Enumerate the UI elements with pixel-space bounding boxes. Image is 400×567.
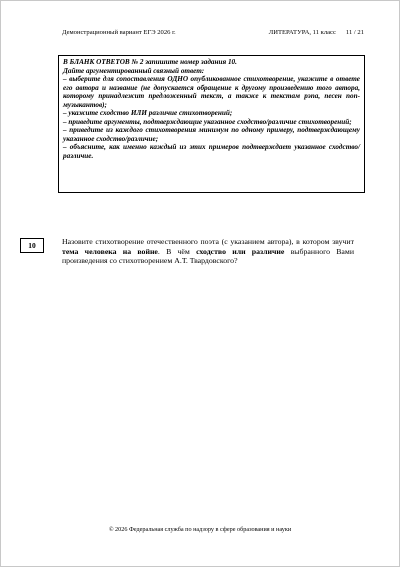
instruction-line: Дайте аргументированный связный ответ: xyxy=(63,66,205,75)
task-text-part: Назовите стихотворение отечественного поэта (с указанием автора), в котором звучит xyxy=(62,237,354,246)
header-exam-title: Демонстрационный вариант ЕГЭ 2026 г. xyxy=(62,29,176,36)
header-subject: ЛИТЕРАТУРА, 11 класс xyxy=(268,29,336,36)
task-number-box: 10 xyxy=(20,238,44,253)
page-footer: © 2026 Федеральная служба по надзору в сфере образования и науки xyxy=(108,526,292,533)
task-question xyxy=(62,237,354,266)
instruction-line: В БЛАНК ОТВЕТОВ № 2 запишите номер задания 10. xyxy=(63,58,237,66)
task-text-part: выбранного Вами произведения со стихотворением А.Т. Твардовского? xyxy=(62,246,355,265)
instructions-box xyxy=(58,55,365,193)
instruction-line: – приведите аргументы, подтверждающие указанное сходство/различие стихотворений; xyxy=(63,117,352,126)
instruction-line: – выберите для сопоставления ОДНО опубликованное стихотворение, укажите в ответе его автора и название (не допускается обращение к другому произведению того автора, которому принадлежит предложенный текст, а также к текстам рэпа, песен поп-музыкантов); xyxy=(63,75,360,109)
task-text-emphasis: сходство или различие xyxy=(196,246,285,256)
instruction-line: – укажите сходство ИЛИ различие стихотворений; xyxy=(63,109,233,117)
task-text-part: . В чём xyxy=(157,246,197,256)
instruction-line: – объясните, как именно каждый из этих примеров подтверждает указанное сходство/различие. xyxy=(63,143,360,160)
task-text-emphasis: тема человека на войне xyxy=(62,246,158,256)
header-page-number: 11 / 21 xyxy=(345,29,364,36)
instruction-line: – приведите из каждого стихотворения минимум по одному примеру, подтверждающему указанное сходство/различие; xyxy=(63,126,360,143)
page-header xyxy=(62,29,364,37)
header-right xyxy=(269,29,364,37)
